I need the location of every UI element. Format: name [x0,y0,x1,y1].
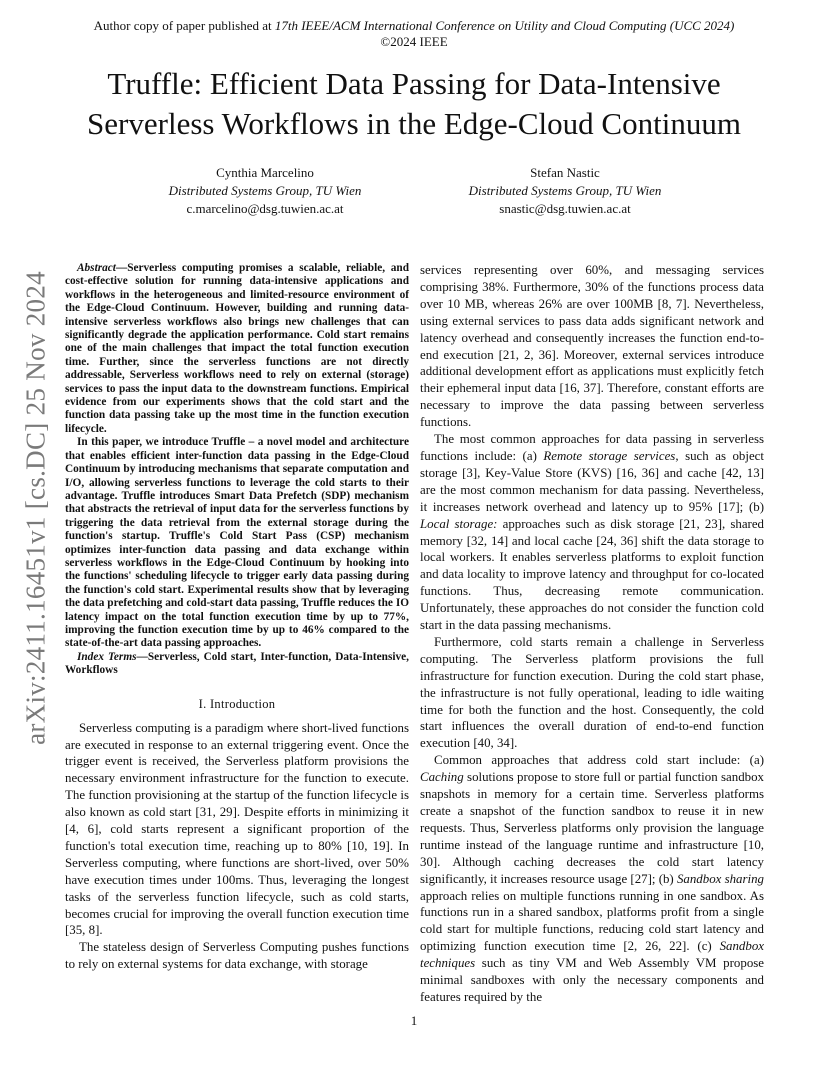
paper-title [30,64,798,144]
index-terms-label: Index Terms [77,650,137,663]
body-paragraph: Serverless computing is a paradigm where short-lived functions are executed in response to an external triggering event. Once the trigger event is received, the Serverless platform provisions the necessary environment infrastructure for the function to execute. The function provisioning at the startup of the function lifecycle is also known as cold start [31, 29]. Despite efforts in minimizing it [4, 6], cold starts represent a significant proportion of the function's total execution time, reaching up to 80% [10, 19]. In Serverless computing, where functions are short-lived, over 50% have execution times under 100ms. Thus, leveraging the longest tasks of the serverless function lifecycle, such as cold starts, becomes crucial for improving the overall function execution time [35, 8]. [65,720,409,938]
emphasis: Sandbox techniques [420,939,764,971]
author-name: Cynthia Marcelino [216,165,314,180]
abstract-paragraph-1 [65,262,409,436]
emphasis: Sandbox sharing [676,871,764,886]
text-run: Common approaches that address cold start include: (a) [434,753,764,768]
publication-notice [0,18,828,50]
body-paragraph: services representing over 60%, and messaging services comprising 38%. Furthermore, 30% of the functions process data over 10 MB, whereas 26% are over 100MB [8, 7]. Nevertheless, using external services to pass data adds significant network and latency overhead and consequently increases the function end-to-end execution [21, 2, 36]. Moreover, external services introduce additional development effort as applications must explicitly fetch their ephemeral input data [16, 37]. Therefore, constant efforts are necessary to improve the data passing between serverless functions. [420,263,764,430]
text-run: approaches such as disk storage [21, 23], shared memory [32, 14] and local cache [24, 36] shift the data storage to local workers. It enables serverless platforms to exploit function and data locality to improve latency and throughput for co-located functions. Thus, decreasing remote communication. Unfortunately, these approaches do not consider the function cold start in the data passing mechanisms. [420,516,764,633]
text-run: The most common approaches for data passing in serverless functions include: (a) [420,432,764,463]
author-block-2 [415,164,715,218]
author-email: c.marcelino@dsg.tuwien.ac.at [186,201,344,216]
title-line-1: Truffle: Efficient Data Passing for Data-Intensive [107,66,721,101]
text-run: such as tiny VM and Web Assembly VM propose minimal sandboxes with only the necessary components and features required by the [420,956,764,1004]
author-affiliation: Distributed Systems Group, TU Wien [168,183,362,198]
body-paragraph: The stateless design of Serverless Computing pushes functions to rely on external systems for data exchange, with storage [65,940,409,972]
arxiv-stamp-text: arXiv:2411.16451v1 [cs.DC] 25 Nov 2024 [20,271,51,745]
emphasis: Caching [420,770,464,785]
section-heading: I. Introduction [198,696,276,711]
abstract-text-1: —Serverless computing promises a scalable, reliable, and cost-effective solution for running data-intensive applications and workflows in the heterogeneous and limited-resource environment of the Edge-Cloud Continuum. However, building and running data-intensive serverless workflows also brings new challenges that can significantly degrade the application performance. Cold start remains one of the main challenges that impact the total function execution time. Further, since the serverless functions are not directly addressable, Serverless workflows need to rely on external (storage) services to pass the input data to the downstream functions. Empirical evidence from our experiments shows that the cold start and the function data passing take up the most time in the function execution lifecycle. [65,262,409,435]
author-block-1 [115,164,415,218]
right-column [420,262,764,1006]
notice-prefix: Author copy of paper published at [93,18,275,33]
body-paragraph: Furthermore, cold starts remain a challenge in Serverless computing. The Serverless platform provisions the full infrastructure for function execution. During the cold start phase, the infrastructure is not fully operational, leading to idle waiting time for both the function and the host. Consequently, the cold start influences the overall duration of end-to-end function execution [40, 34]. [420,634,764,751]
author-email: snastic@dsg.tuwien.ac.at [499,201,631,216]
author-affiliation: Distributed Systems Group, TU Wien [468,183,662,198]
emphasis: Remote storage services [543,448,676,463]
abstract-paragraph-2: In this paper, we introduce Truffle – a novel model and architecture that enables efficient inter-function data passing in the Edge-Cloud Continuum by introducing mechanisms that separate computation and I/O, allowing serverless functions to leverage the cold starts to their advantage. Truffle introduces Smart Data Prefetch (SDP) mechanism that abstracts the retrieval of input data for the serverless functions by triggering the data retrieval from the external storage during the function's startup. Truffle's Cold Start Pass (CSP) mechanism optimizes inter-function data passing and data exchange within serverless workflows in the Edge-Cloud Continuum by hooking into the functions' scheduling lifecycle to trigger early data passing during the function's cold start. Experimental results show that by leveraging the data prefetching and cold-start data passing, Truffle reduces the IO latency impact on the total function execution time by up to 77%, improving the function execution time by up to 46% compared to the state-of-the-art data passing approaches. [65,436,409,650]
text-run: , such as object storage [3], Key-Value Store (KVS) [16, 36] and cache [42, 13] are the most common mechanism for data passing. Nevertheless, it increases network overhead and latency up to 95% [17]; (b) [420,448,764,514]
emphasis: Local storage: [420,516,498,531]
title-line-2: Serverless Workflows in the Edge-Cloud Continuum [87,106,741,141]
index-terms-text: —Serverless, Cold start, Inter-function, Data-Intensive, Workflows [65,650,409,677]
author-name: Stefan Nastic [530,165,600,180]
left-column [65,262,409,973]
page-number: 1 [410,1013,418,1028]
notice-venue: 17th IEEE/ACM International Conference on Utility and Cloud Computing (UCC 2024) [274,18,735,33]
body-paragraph [420,431,764,634]
index-terms [65,651,409,678]
text-run: approach relies on multiple functions running in one sandbox. As functions run in a shared sandbox, platforms profit from a single cold start for multiple functions, reducing cold start latency and optimizing function execution time [2, 26, 22]. (c) [420,888,764,954]
abstract-label: Abstract [77,262,116,274]
copyright-line: ©2024 IEEE [380,34,448,49]
body-paragraph [420,752,764,1006]
text-run: solutions propose to store full or partial function sandbox snapshots in memory for a certain time. Serverless platforms create a snapshot of the function sandbox to reuse it in new requests. Thus, Serverless platforms only provision the language runtime instead of the language runtime and infrastructure [10, 30]. Although caching decreases the cold start latency significantly, it increases resource usage [27]; (b) [420,770,764,886]
